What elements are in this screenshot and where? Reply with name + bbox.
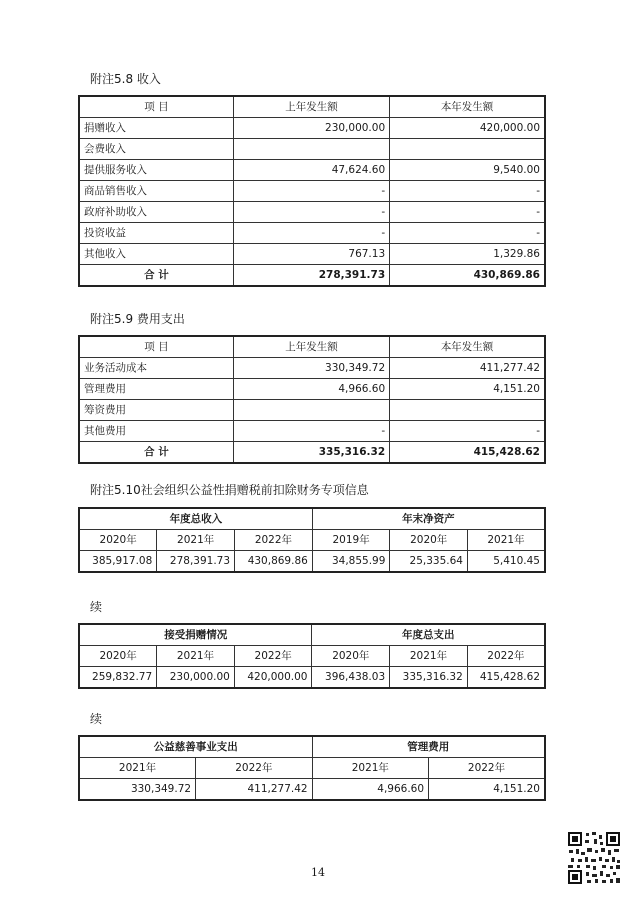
curr-value: 9,540.00	[390, 160, 545, 181]
column-header: 上年发生额	[233, 336, 389, 358]
group-header-charity-expense: 公益慈善事业支出	[79, 736, 312, 758]
row-label: 商品销售收入	[79, 181, 233, 202]
row-label: 捐赠收入	[79, 118, 233, 139]
year-cell: 2021年	[312, 758, 428, 779]
value-cell: 420,000.00	[234, 667, 312, 689]
value-cell: 34,855.99	[312, 551, 390, 573]
curr-value	[390, 400, 545, 421]
table-row	[79, 358, 545, 379]
prev-value: -	[233, 421, 389, 442]
year-cell: 2020年	[390, 530, 468, 551]
year-cell: 2021年	[468, 530, 546, 551]
curr-value	[390, 139, 545, 160]
table-row	[79, 400, 545, 421]
continued-label: 续	[90, 600, 103, 614]
row-label: 投资收益	[79, 223, 233, 244]
year-cell: 2020年	[312, 646, 390, 667]
curr-value: -	[390, 202, 545, 223]
value-cell: 278,391.73	[157, 551, 235, 573]
year-cell: 2022年	[467, 646, 545, 667]
table-row	[79, 160, 545, 181]
table-header-row	[79, 508, 545, 530]
value-row	[79, 779, 545, 801]
curr-value: 411,277.42	[390, 358, 545, 379]
curr-value: 4,151.20	[390, 379, 545, 400]
column-header: 本年发生额	[390, 96, 545, 118]
income-section-title: 附注5.8 收入	[90, 72, 161, 86]
special-table-1	[78, 507, 546, 573]
group-header-management-expense: 管理费用	[312, 736, 545, 758]
value-cell: 396,438.03	[312, 667, 390, 689]
value-row	[79, 667, 545, 689]
column-header: 本年发生额	[390, 336, 545, 358]
column-header: 项 目	[79, 96, 233, 118]
row-label: 会费收入	[79, 139, 233, 160]
prev-value	[233, 400, 389, 421]
group-header-net-assets: 年末净资产	[312, 508, 545, 530]
total-prev-value: 278,391.73	[233, 265, 389, 287]
row-label: 业务活动成本	[79, 358, 233, 379]
value-cell: 230,000.00	[157, 667, 235, 689]
prev-value: -	[233, 223, 389, 244]
year-cell: 2022年	[235, 530, 313, 551]
table-row	[79, 202, 545, 223]
curr-value: -	[390, 223, 545, 244]
column-header: 上年发生额	[233, 96, 389, 118]
value-cell: 259,832.77	[79, 667, 157, 689]
value-cell: 430,869.86	[235, 551, 313, 573]
total-label: 合 计	[79, 265, 233, 287]
table-row	[79, 118, 545, 139]
page-number: 14	[311, 866, 325, 879]
value-cell: 330,349.72	[79, 779, 196, 801]
value-cell: 411,277.42	[196, 779, 313, 801]
expense-table	[78, 335, 546, 464]
row-label: 政府补助收入	[79, 202, 233, 223]
value-cell: 5,410.45	[468, 551, 546, 573]
prev-value: 230,000.00	[233, 118, 389, 139]
curr-value: -	[390, 181, 545, 202]
year-cell: 2021年	[79, 758, 196, 779]
row-label: 提供服务收入	[79, 160, 233, 181]
row-label: 管理费用	[79, 379, 233, 400]
year-cell: 2020年	[79, 646, 157, 667]
table-row	[79, 139, 545, 160]
qr-code-icon	[566, 830, 622, 886]
curr-value: -	[390, 421, 545, 442]
special-table-3	[78, 735, 546, 801]
value-cell: 385,917.08	[79, 551, 157, 573]
value-cell: 335,316.32	[390, 667, 468, 689]
total-curr-value: 430,869.86	[390, 265, 545, 287]
year-cell: 2021年	[157, 530, 235, 551]
total-prev-value: 335,316.32	[233, 442, 389, 464]
prev-value: 330,349.72	[233, 358, 389, 379]
year-cell: 2022年	[196, 758, 313, 779]
table-header-row	[79, 736, 545, 758]
continued-label: 续	[90, 712, 103, 726]
total-row	[79, 442, 545, 464]
prev-value: -	[233, 202, 389, 223]
prev-value: -	[233, 181, 389, 202]
year-row	[79, 530, 545, 551]
row-label: 其他收入	[79, 244, 233, 265]
total-row	[79, 265, 545, 287]
value-cell: 4,966.60	[312, 779, 428, 801]
table-row	[79, 181, 545, 202]
special-table-2	[78, 623, 546, 689]
total-label: 合 计	[79, 442, 233, 464]
total-curr-value: 415,428.62	[390, 442, 545, 464]
prev-value: 4,966.60	[233, 379, 389, 400]
prev-value: 767.13	[233, 244, 389, 265]
prev-value: 47,624.60	[233, 160, 389, 181]
curr-value: 1,329.86	[390, 244, 545, 265]
row-label: 其他费用	[79, 421, 233, 442]
value-cell: 415,428.62	[467, 667, 545, 689]
column-header: 项 目	[79, 336, 233, 358]
year-cell: 2022年	[234, 646, 312, 667]
income-table	[78, 95, 546, 287]
year-cell: 2019年	[312, 530, 390, 551]
year-row	[79, 646, 545, 667]
group-header-annual-expense: 年度总支出	[312, 624, 545, 646]
year-row	[79, 758, 545, 779]
prev-value	[233, 139, 389, 160]
year-cell: 2022年	[429, 758, 545, 779]
special-section-title: 附注5.10社会组织公益性捐赠税前扣除财务专项信息	[90, 483, 369, 497]
group-header-donations: 接受捐赠情况	[79, 624, 312, 646]
group-header-annual-income: 年度总收入	[79, 508, 312, 530]
value-cell: 25,335.64	[390, 551, 468, 573]
row-label: 筹资费用	[79, 400, 233, 421]
table-row	[79, 421, 545, 442]
year-cell: 2021年	[390, 646, 468, 667]
table-row	[79, 223, 545, 244]
table-header-row	[79, 96, 545, 118]
table-header-row	[79, 624, 545, 646]
expense-section-title: 附注5.9 费用支出	[90, 312, 185, 326]
value-row	[79, 551, 545, 573]
table-row	[79, 379, 545, 400]
table-header-row	[79, 336, 545, 358]
year-cell: 2020年	[79, 530, 157, 551]
table-row	[79, 244, 545, 265]
value-cell: 4,151.20	[429, 779, 545, 801]
curr-value: 420,000.00	[390, 118, 545, 139]
year-cell: 2021年	[157, 646, 235, 667]
